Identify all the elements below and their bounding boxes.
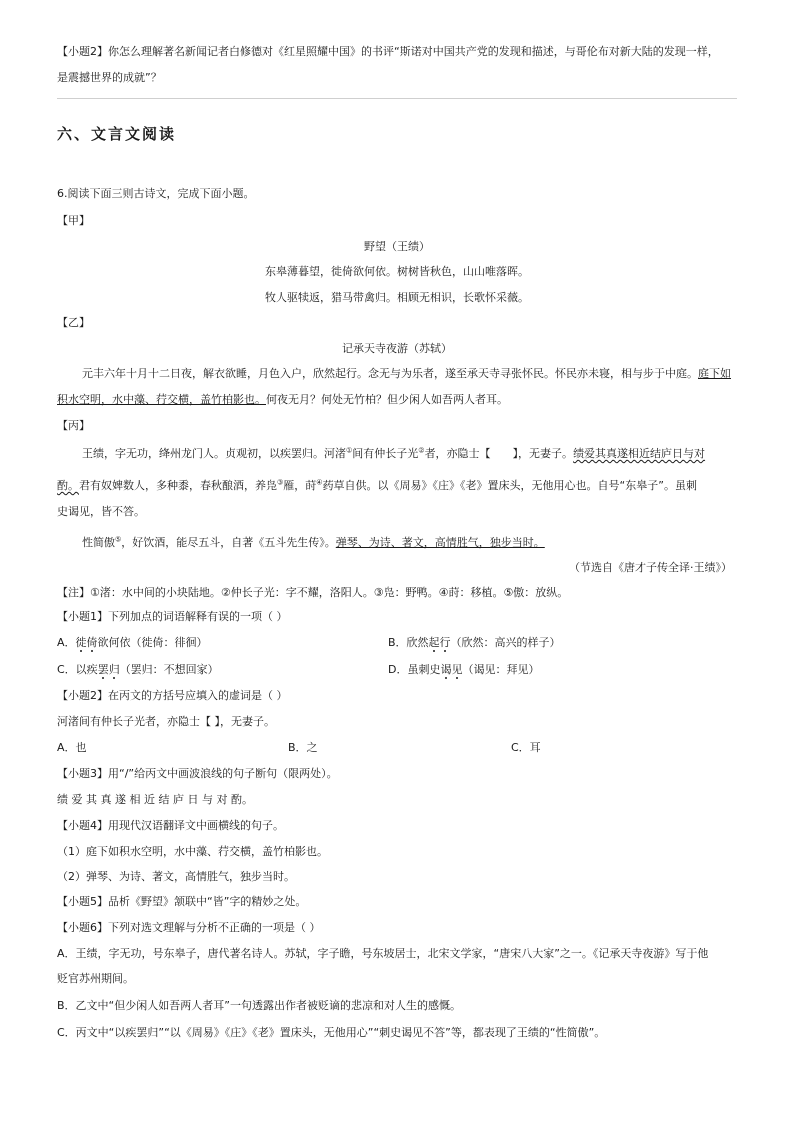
bing-text: 药草自供。以《周易》《庄》《老》置床头，无他用心也。自号“东皋子”。虽刺 — [322, 479, 697, 492]
bing-text: 性简傲 — [82, 536, 115, 549]
bing-line-1 — [82, 446, 705, 462]
text-bing-tag: 【丙】 — [57, 419, 90, 432]
sub6-option-a-line-2: 贬官苏州期间。 — [57, 972, 134, 985]
bing-line-4 — [82, 535, 545, 551]
footnote-marker: ② — [418, 446, 425, 455]
bing-text: ，好饮酒，能尽五斗，自著《五斗先生传》。 — [121, 536, 336, 549]
bing-text: 君有奴婢数人，多种黍，春秋酿酒，养凫 — [79, 479, 277, 492]
yi-paragraph-line-1 — [82, 366, 731, 382]
sub6-option-a-line-1[interactable]: A．王绩，字无功，号东皋子，唐代著名诗人。苏轼，字子瞻，号东坡居士，北宋文学家，“唐宋八大家”之一。《记承天寺夜游》写于他 — [57, 947, 709, 960]
footnote-marker: ④ — [316, 478, 323, 487]
sub2-option-b[interactable]: B．之 — [288, 741, 318, 754]
dotted-char: 徙 — [75, 636, 87, 649]
q6-intro: 6.阅读下面三则古诗文，完成下面小题。 — [57, 187, 255, 200]
yi-underlined-sentence-start: 庭下如 — [698, 367, 731, 380]
subquestion-6-stem: 【小题6】下列对选文理解与分析不正确的一项是（ ） — [57, 921, 321, 934]
dotted-char: 起 — [428, 636, 440, 649]
bing-wavy-sentence-start: 绩爱其真遂相近结庐日与对 — [573, 447, 706, 460]
yi-paragraph-line-2 — [57, 392, 508, 408]
sub6-option-b[interactable]: B．乙文中“但少闲人如吾两人者耳”一句透露出作者被贬谪的悲凉和对人生的感慨。 — [57, 999, 461, 1012]
subquestion-2-sentence: 河渚间有仲长子光者，亦隐士【 】，无妻子。 — [57, 715, 275, 728]
subquestion-3-stem: 【小题3】用“/”给丙文中画波浪线的句子断句（限两处）。 — [57, 767, 338, 780]
sub2-option-c[interactable]: C．耳 — [511, 741, 541, 754]
subquestion-4-sentence-2: （2）弹琴、为诗、著文，高情胜气，独步当时。 — [57, 870, 295, 883]
dotted-char: 谒 — [440, 663, 452, 676]
yi-underlined-sentence-end: 积水空明，水中藻、荇交横，盖竹柏影也。 — [57, 393, 266, 406]
divider — [57, 98, 737, 99]
footnote-marker: ⑤ — [115, 535, 122, 544]
subquestion-4-stem: 【小题4】用现代汉语翻译文中画横线的句子。 — [57, 819, 284, 832]
option-label: B．欣然 — [388, 636, 429, 649]
bing-line-3: 史谒见，皆不答。 — [57, 505, 145, 518]
subquestion-1-stem: 【小题1】下列加点的词语解释有误的一项（ ） — [57, 610, 288, 623]
yi-text-end: 何夜无月？何处无竹柏？但少闲人如吾两人者耳。 — [266, 393, 508, 406]
option-label: C．以疾 — [57, 663, 98, 676]
dotted-char: 行 — [439, 636, 451, 649]
text-jia-tag: 【甲】 — [57, 214, 90, 227]
option-text: 欲何依（徙倚：徘徊） — [97, 636, 208, 649]
subquestion-5-stem: 【小题5】品析《野望》颔联中“皆”字的精妙之处。 — [57, 895, 307, 908]
footnote-marker: ③ — [277, 478, 284, 487]
sub6-option-c[interactable]: C．丙文中“以疾罢归”“以《周易》《庄》《老》置床头，无他用心”“刺史谒见不答”等，都表现了王绩的“性简傲”。 — [57, 1026, 606, 1039]
bing-text: 王绩，字无功，绛州龙门人。贞观初，以疾罢归。河渚 — [82, 447, 346, 460]
dotted-char: 见 — [451, 663, 463, 676]
footnotes: 【注】①渚：水中间的小块陆地。②仲长子光：字不耀，洛阳人。③凫：野鸭。④莳：移植。⑤傲：放纵。 — [57, 586, 569, 599]
option-text: （罢归：不想回家） — [119, 663, 219, 676]
subquestion-2-stem: 【小题2】在丙文的方括号应填入的虚词是（ ） — [57, 689, 288, 702]
dotted-char: 归 — [108, 663, 120, 676]
prev-question-line-2: 是震撼世界的成就”？ — [57, 71, 162, 84]
bing-wavy-sentence-end: 酌。 — [57, 479, 79, 492]
prev-question-line-1: 【小题2】你怎么理解著名新闻记者白修德对《红星照耀中国》的书评“斯诺对中国共产党的发现和描述，与哥伦布对新大陆的发现一样， — [57, 45, 719, 58]
poem-title: 野望（王绩） — [364, 240, 430, 253]
source-citation: （节选自《唐才子传全译·王绩》） — [569, 561, 732, 574]
option-text: （欣然：高兴的样子） — [450, 636, 561, 649]
bing-text: 雁，莳 — [283, 479, 317, 492]
sub1-option-a[interactable] — [57, 635, 208, 651]
bing-underlined-sentence: 弹琴、为诗、著文，高情胜气，独步当时。 — [335, 536, 545, 549]
subquestion-3-sentence: 绩 爱 其 真 遂 相 近 结 庐 日 与 对 酌。 — [57, 793, 253, 806]
bing-text: 】，无妻子。 — [512, 447, 574, 460]
bing-text: 者，亦隐士【 — [424, 447, 491, 460]
section-title: 六、文言文阅读 — [57, 125, 177, 143]
dotted-char: 倚 — [86, 636, 98, 649]
text-yi-tag: 【乙】 — [57, 316, 90, 329]
poem-line-1: 东皋薄暮望，徙倚欲何依。树树皆秋色，山山唯落晖。 — [265, 265, 529, 278]
poem-line-2: 牧人驱犊返，猎马带禽归。相顾无相识，长歌怀采薇。 — [265, 291, 529, 304]
prose-title: 记承天寺夜游（苏轼） — [342, 342, 452, 355]
footnote-marker: ① — [346, 446, 353, 455]
option-label: D．虽刺史 — [388, 663, 441, 676]
sub1-option-c[interactable] — [57, 662, 219, 678]
sub1-option-b[interactable] — [388, 635, 561, 651]
option-label: A． — [57, 636, 76, 649]
yi-text: 元丰六年十月十二日夜，解衣欲睡，月色入户，欣然起行。念无与为乐者，遂至承天寺寻张怀民。怀民亦未寝，相与步于中庭。 — [82, 367, 698, 380]
bing-line-2 — [57, 478, 697, 494]
bing-text: 间有仲长子光 — [352, 447, 419, 460]
sub2-option-a[interactable]: A．也 — [57, 741, 87, 754]
option-text: （谒见：拜见） — [462, 663, 540, 676]
sub1-option-d[interactable] — [388, 662, 539, 678]
dotted-char: 罢 — [97, 663, 109, 676]
subquestion-4-sentence-1: （1）庭下如积水空明，水中藻、荇交横，盖竹柏影也。 — [57, 845, 328, 858]
